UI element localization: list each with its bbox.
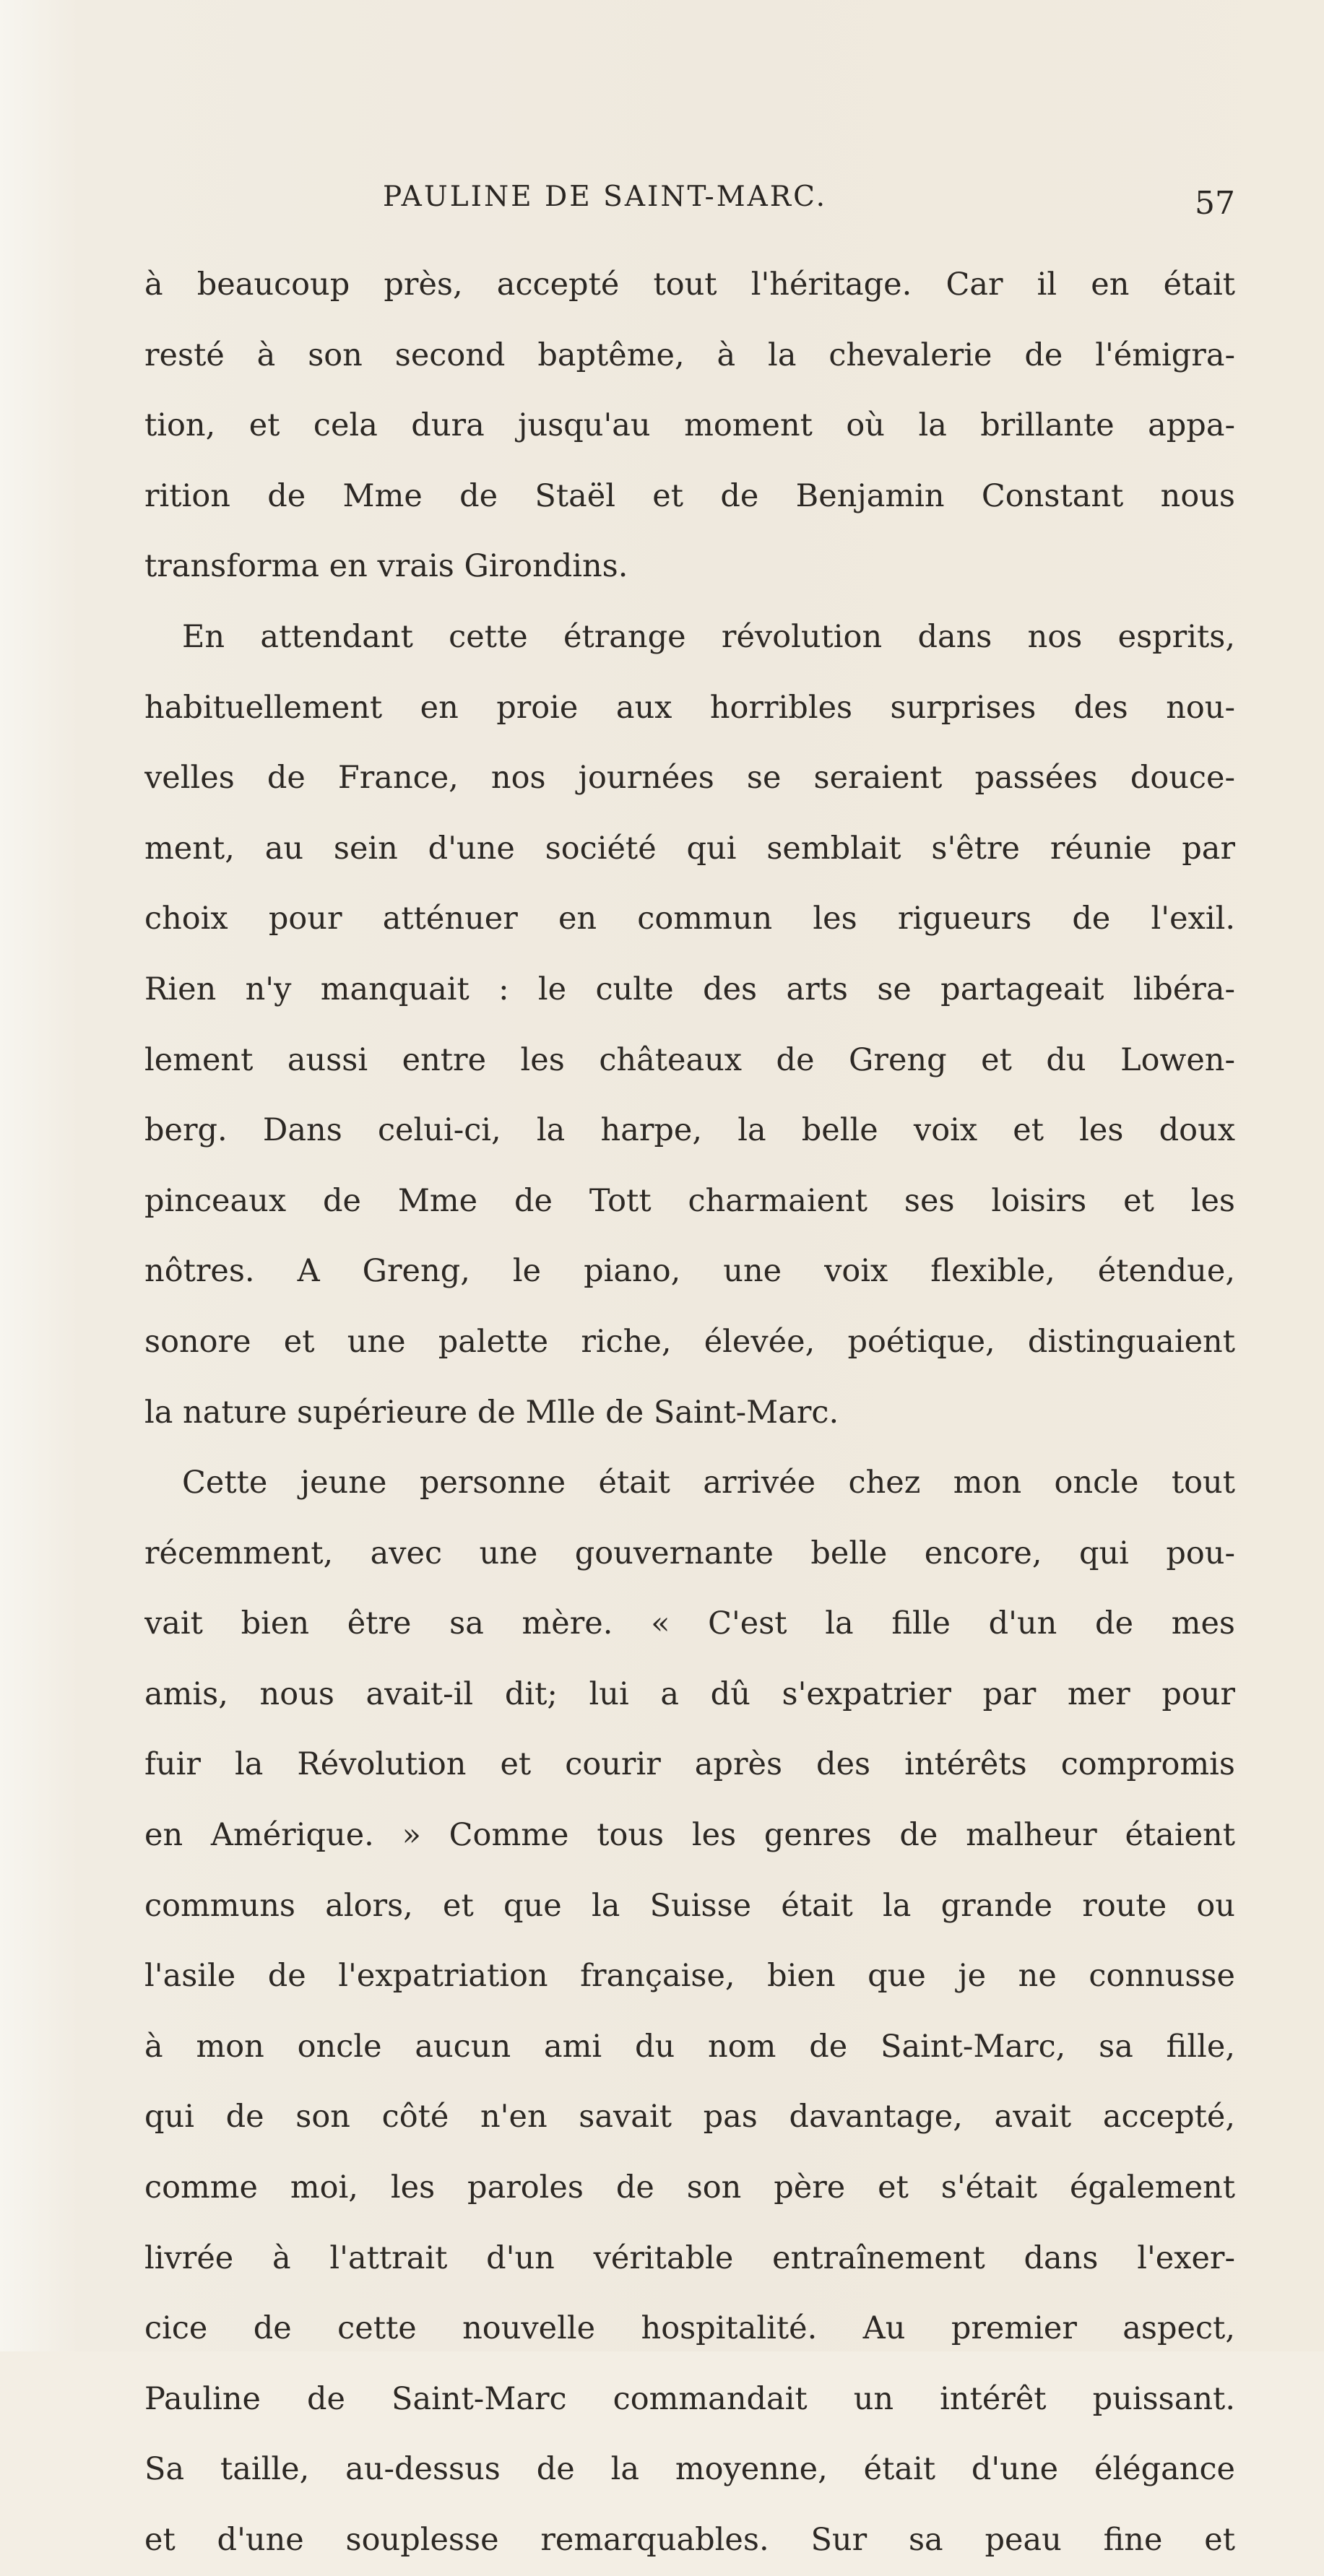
text-line: cice de cette nouvelle hospitalité. Au premier aspect, [144, 2310, 1235, 2347]
text-line: en Amérique. » Comme tous les genres de malheur étaient [144, 1817, 1235, 1854]
text-line: l'asile de l'expatriation française, bien que je ne connusse [144, 1958, 1235, 1995]
text-line: berg. Dans celui-ci, la harpe, la belle voix et les doux [144, 1112, 1235, 1149]
text-line: velles de France, nos journées se seraient passées douce- [144, 760, 1235, 797]
text-line: amis, nous avait-il dit; lui a dû s'expatrier par mer pour [144, 1675, 1235, 1712]
text-line: habituellement en proie aux horribles surprises des nou- [144, 689, 1235, 726]
text-line: nôtres. A Greng, le piano, une voix flexible, étendue, [144, 1253, 1235, 1290]
text-line: fuir la Révolution et courir après des intérêts compromis [144, 1746, 1235, 1783]
text-line: et d'une souplesse remarquables. Sur sa peau fine et [144, 2522, 1235, 2558]
text-line: Sa taille, au-dessus de la moyenne, était d'une élégance [144, 2451, 1235, 2488]
text-line: comme moi, les paroles de son père et s'était également [144, 2169, 1235, 2206]
text-line: rition de Mme de Staël et de Benjamin Constant nous [144, 477, 1235, 514]
text-line: transforma en vrais Girondins. [144, 548, 628, 585]
text-line: la nature supérieure de Mlle de Saint-Marc. [144, 1394, 839, 1431]
text-line: pinceaux de Mme de Tott charmaient ses loisirs et les [144, 1182, 1235, 1219]
page-header [144, 181, 1235, 238]
text-line: lement aussi entre les châteaux de Greng et du Lowen- [144, 1041, 1235, 1078]
text-line: livrée à l'attrait d'un véritable entraînement dans l'exer- [144, 2239, 1235, 2276]
paragraph-start-line: Cette jeune personne était arrivée chez mon oncle tout [182, 1465, 1235, 1501]
text-line: Pauline de Saint-Marc commandait un intérêt puissant. [144, 2380, 1235, 2417]
text-line: récemment, avec une gouvernante belle encore, qui pou- [144, 1535, 1235, 1571]
text-line: ment, au sein d'une société qui semblait s'être réunie par [144, 830, 1235, 867]
paragraph-start-line: En attendant cette étrange révolution dans nos esprits, [182, 618, 1235, 655]
text-line: qui de son côté n'en savait pas davantage, avait accepté, [144, 2099, 1235, 2135]
running-title: PAULINE DE SAINT-MARC. [383, 181, 828, 213]
text-line: sonore et une palette riche, élevée, poétique, distinguaient [144, 1323, 1235, 1360]
text-line: choix pour atténuer en commun les rigueurs de l'exil. [144, 901, 1235, 937]
text-line: communs alors, et que la Suisse était la grande route ou [144, 1887, 1235, 1924]
page-number: 57 [1195, 185, 1235, 222]
body-text [144, 250, 1235, 2576]
text-line: à beaucoup près, accepté tout l'héritage. Car il en était [144, 266, 1235, 303]
text-line: à mon oncle aucun ami du nom de Saint-Marc, sa fille, [144, 2028, 1235, 2065]
text-line: resté à son second baptême, à la chevalerie de l'émigra- [144, 337, 1235, 373]
text-line: Rien n'y manquait : le culte des arts se partageait libéra- [144, 971, 1235, 1007]
text-line: tion, et cela dura jusqu'au moment où la brillante appa- [144, 407, 1235, 444]
text-line: vait bien être sa mère. « C'est la fille d'un de mes [144, 1605, 1235, 1642]
